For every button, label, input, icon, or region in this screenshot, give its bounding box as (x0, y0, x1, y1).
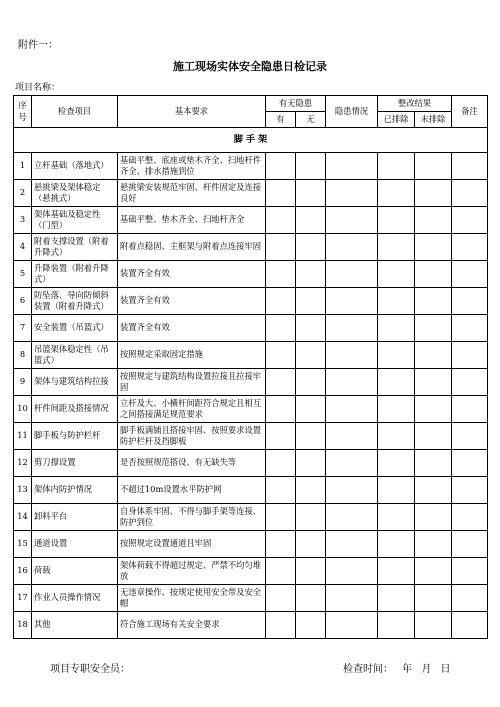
row-remark-cell[interactable] (452, 585, 488, 612)
row-remark-cell[interactable] (452, 612, 488, 639)
row-hazard-no-cell[interactable] (296, 585, 326, 612)
row-situation-cell[interactable] (326, 261, 378, 288)
row-not-done-cell[interactable] (415, 234, 452, 261)
row-requirement: 装置齐全有效 (118, 261, 266, 288)
row-requirement: 立杆及大、小横杆间距符合规定且相互之间搭接满足规范要求 (118, 396, 266, 423)
row-situation-cell[interactable] (326, 369, 378, 396)
row-seq: 18 (14, 612, 32, 639)
row-hazard-no-cell[interactable] (296, 315, 326, 342)
row-hazard-no-cell[interactable] (296, 612, 326, 639)
table-row (14, 396, 488, 423)
row-hazard-no-cell[interactable] (296, 180, 326, 207)
row-hazard-yes-cell[interactable] (266, 477, 296, 504)
row-requirement: 按照规定采取固定措施 (118, 342, 266, 369)
row-hazard-yes-cell[interactable] (266, 180, 296, 207)
row-not-done-cell[interactable] (415, 153, 452, 180)
row-seq: 4 (14, 234, 32, 261)
table-row (14, 450, 488, 477)
row-not-done-cell[interactable] (415, 396, 452, 423)
row-seq: 14 (14, 504, 32, 531)
row-remark-cell[interactable] (452, 423, 488, 450)
row-seq: 11 (14, 423, 32, 450)
row-not-done-cell[interactable] (415, 180, 452, 207)
table-row (14, 531, 488, 558)
row-hazard-yes-cell[interactable] (266, 612, 296, 639)
row-hazard-no-cell[interactable] (296, 450, 326, 477)
row-not-done-cell[interactable] (415, 585, 452, 612)
row-hazard-no-cell[interactable] (296, 531, 326, 558)
row-hazard-no-cell[interactable] (296, 504, 326, 531)
inspection-time-label: 检查时间： 年 月 日 (343, 664, 451, 675)
table-row (14, 558, 488, 585)
row-situation-cell[interactable] (326, 288, 378, 315)
row-remark-cell[interactable] (452, 342, 488, 369)
row-hazard-yes-cell[interactable] (266, 153, 296, 180)
row-remark-cell[interactable] (452, 261, 488, 288)
row-hazard-no-cell[interactable] (296, 369, 326, 396)
row-hazard-yes-cell[interactable] (266, 585, 296, 612)
row-situation-cell[interactable] (326, 585, 378, 612)
row-seq: 12 (14, 450, 32, 477)
row-done-cell[interactable] (378, 612, 415, 639)
row-not-done-cell[interactable] (415, 450, 452, 477)
row-seq: 17 (14, 585, 32, 612)
row-remark-cell[interactable] (452, 450, 488, 477)
row-not-done-cell[interactable] (415, 315, 452, 342)
row-remark-cell[interactable] (452, 504, 488, 531)
row-item: 立杆基础（落地式） (32, 153, 118, 180)
row-situation-cell[interactable] (326, 450, 378, 477)
row-seq: 13 (14, 477, 32, 504)
row-not-done-cell[interactable] (415, 504, 452, 531)
row-done-cell[interactable] (378, 207, 415, 234)
row-hazard-yes-cell[interactable] (266, 531, 296, 558)
row-situation-cell[interactable] (326, 558, 378, 585)
table-row (14, 261, 488, 288)
header-requirement: 基本要求 (118, 96, 266, 128)
row-requirement: 装置齐全有效 (118, 288, 266, 315)
row-hazard-no-cell[interactable] (296, 396, 326, 423)
table-row (14, 504, 488, 531)
row-item: 吊篮架体稳定性（吊篮式） (32, 342, 118, 369)
row-hazard-no-cell[interactable] (296, 153, 326, 180)
row-seq: 16 (14, 558, 32, 585)
row-hazard-yes-cell[interactable] (266, 423, 296, 450)
row-remark-cell[interactable] (452, 234, 488, 261)
row-requirement: 按照规定与建筑结构设置拉接且拉接牢固 (118, 369, 266, 396)
row-situation-cell[interactable] (326, 342, 378, 369)
row-hazard-yes-cell[interactable] (266, 450, 296, 477)
row-hazard-yes-cell[interactable] (266, 234, 296, 261)
header-seq: 序号 (14, 96, 32, 128)
row-requirement: 基础平整、垫木齐全、扫地杆齐全 (118, 207, 266, 234)
row-done-cell[interactable] (378, 369, 415, 396)
table-row (14, 585, 488, 612)
row-hazard-yes-cell[interactable] (266, 369, 296, 396)
row-situation-cell[interactable] (326, 396, 378, 423)
row-requirement: 是否按照规范搭设、有无缺失等 (118, 450, 266, 477)
row-done-cell[interactable] (378, 504, 415, 531)
row-seq: 6 (14, 288, 32, 315)
table-row (14, 207, 488, 234)
row-hazard-yes-cell[interactable] (266, 288, 296, 315)
header-has-hazard: 有无隐患 (266, 96, 326, 112)
row-hazard-yes-cell[interactable] (266, 315, 296, 342)
row-item: 附着支撑设置（附着升降式） (32, 234, 118, 261)
row-remark-cell[interactable] (452, 531, 488, 558)
row-remark-cell[interactable] (452, 369, 488, 396)
row-not-done-cell[interactable] (415, 477, 452, 504)
safety-officer-label: 项目专职安全员： (50, 664, 130, 675)
row-situation-cell[interactable] (326, 315, 378, 342)
row-hazard-yes-cell[interactable] (266, 207, 296, 234)
row-seq: 1 (14, 153, 32, 180)
row-hazard-no-cell[interactable] (296, 288, 326, 315)
row-requirement: 装置齐全有效 (118, 315, 266, 342)
row-item: 架体与建筑结构拉接 (32, 369, 118, 396)
row-requirement: 符合施工现场有关安全要求 (118, 612, 266, 639)
header-item: 检查项目 (32, 96, 118, 128)
row-remark-cell[interactable] (452, 477, 488, 504)
row-seq: 15 (14, 531, 32, 558)
row-done-cell[interactable] (378, 180, 415, 207)
row-done-cell[interactable] (378, 396, 415, 423)
row-not-done-cell[interactable] (415, 288, 452, 315)
row-seq: 3 (14, 207, 32, 234)
row-hazard-no-cell[interactable] (296, 207, 326, 234)
row-hazard-yes-cell[interactable] (266, 261, 296, 288)
row-remark-cell[interactable] (452, 315, 488, 342)
table-row (14, 477, 488, 504)
row-not-done-cell[interactable] (415, 207, 452, 234)
row-requirement: 无违章操作、按规定使用安全带及安全帽 (118, 585, 266, 612)
row-situation-cell[interactable] (326, 423, 378, 450)
row-done-cell[interactable] (378, 450, 415, 477)
row-hazard-no-cell[interactable] (296, 261, 326, 288)
row-requirement: 附着点稳固、主框架与附着点连接牢固 (118, 234, 266, 261)
row-done-cell[interactable] (378, 342, 415, 369)
row-not-done-cell[interactable] (415, 423, 452, 450)
row-done-cell[interactable] (378, 423, 415, 450)
header-rectify: 整改结果 (378, 96, 452, 112)
table-row (14, 612, 488, 639)
row-situation-cell[interactable] (326, 612, 378, 639)
table-row (14, 234, 488, 261)
row-not-done-cell[interactable] (415, 261, 452, 288)
row-item: 防坠落、导向防倾斜装置（附着升降式） (32, 288, 118, 315)
header-remark: 备注 (452, 96, 488, 128)
row-requirement: 按照规定设置通道且牢固 (118, 531, 266, 558)
row-hazard-yes-cell[interactable] (266, 342, 296, 369)
row-hazard-no-cell[interactable] (296, 234, 326, 261)
row-situation-cell[interactable] (326, 504, 378, 531)
row-done-cell[interactable] (378, 558, 415, 585)
row-situation-cell[interactable] (326, 207, 378, 234)
table-row (14, 153, 488, 180)
row-remark-cell[interactable] (452, 180, 488, 207)
annex-label: 附件一： (18, 40, 58, 51)
row-situation-cell[interactable] (326, 477, 378, 504)
table-row (14, 180, 488, 207)
row-requirement: 基础平整、底座或垫木齐全、扫地杆件齐全、排水措施到位 (118, 153, 266, 180)
row-done-cell[interactable] (378, 531, 415, 558)
row-requirement: 不超过10m设置水平防护网 (118, 477, 266, 504)
row-item: 通道设置 (32, 531, 118, 558)
table-row (14, 423, 488, 450)
row-hazard-yes-cell[interactable] (266, 504, 296, 531)
header-done: 已排除 (378, 112, 415, 128)
row-hazard-no-cell[interactable] (296, 423, 326, 450)
row-done-cell[interactable] (378, 153, 415, 180)
row-situation-cell[interactable] (326, 180, 378, 207)
row-seq: 7 (14, 315, 32, 342)
row-item: 杆件间距及搭接情况 (32, 396, 118, 423)
row-hazard-no-cell[interactable] (296, 558, 326, 585)
row-item: 安全装置（吊篮式） (32, 315, 118, 342)
document-title: 施工现场实体安全隐患日检记录 (173, 60, 327, 73)
inspection-table (13, 95, 488, 639)
header-situation: 隐患情况 (326, 96, 378, 128)
row-hazard-no-cell[interactable] (296, 477, 326, 504)
row-seq: 10 (14, 396, 32, 423)
project-name-label: 项目名称： (15, 83, 61, 93)
row-done-cell[interactable] (378, 234, 415, 261)
row-remark-cell[interactable] (452, 396, 488, 423)
row-item: 脚手板与防护栏杆 (32, 423, 118, 450)
row-requirement: 自身体系牢固、不得与脚手架等连接、防护到位 (118, 504, 266, 531)
row-item: 悬挑梁及架体稳定（悬挑式） (32, 180, 118, 207)
row-seq: 5 (14, 261, 32, 288)
row-done-cell[interactable] (378, 261, 415, 288)
row-not-done-cell[interactable] (415, 558, 452, 585)
table-row (14, 369, 488, 396)
row-not-done-cell[interactable] (415, 342, 452, 369)
row-situation-cell[interactable] (326, 153, 378, 180)
row-requirement: 脚手板满铺且搭接牢固、按照要求设置防护栏杆及挡脚板 (118, 423, 266, 450)
table-row (14, 315, 488, 342)
row-item: 其他 (32, 612, 118, 639)
row-item: 卸料平台 (32, 504, 118, 531)
row-not-done-cell[interactable] (415, 612, 452, 639)
row-not-done-cell[interactable] (415, 531, 452, 558)
row-not-done-cell[interactable] (415, 369, 452, 396)
row-hazard-yes-cell[interactable] (266, 558, 296, 585)
row-done-cell[interactable] (378, 477, 415, 504)
row-done-cell[interactable] (378, 288, 415, 315)
table-row (14, 288, 488, 315)
row-situation-cell[interactable] (326, 531, 378, 558)
row-remark-cell[interactable] (452, 153, 488, 180)
row-item: 剪刀撑设置 (32, 450, 118, 477)
row-item: 架体基础及稳定性（门型） (32, 207, 118, 234)
row-remark-cell[interactable] (452, 207, 488, 234)
row-hazard-yes-cell[interactable] (266, 396, 296, 423)
row-requirement: 架体荷载不得超过规定、严禁不均匀堆放 (118, 558, 266, 585)
row-item: 作业人员操作情况 (32, 585, 118, 612)
row-remark-cell[interactable] (452, 558, 488, 585)
section-title: 脚 手 架 (14, 128, 488, 153)
row-done-cell[interactable] (378, 315, 415, 342)
row-remark-cell[interactable] (452, 288, 488, 315)
row-seq: 8 (14, 342, 32, 369)
row-seq: 9 (14, 369, 32, 396)
header-no: 无 (296, 112, 326, 128)
row-item: 升降装置（附着升降式） (32, 261, 118, 288)
row-item: 荷载 (32, 558, 118, 585)
row-done-cell[interactable] (378, 585, 415, 612)
row-situation-cell[interactable] (326, 234, 378, 261)
row-seq: 2 (14, 180, 32, 207)
header-not-done: 未排除 (415, 112, 452, 128)
row-item: 架体内防护情况 (32, 477, 118, 504)
row-hazard-no-cell[interactable] (296, 342, 326, 369)
table-row (14, 342, 488, 369)
row-requirement: 悬挑梁安装规范牢固、杆件固定及连接良好 (118, 180, 266, 207)
header-yes: 有 (266, 112, 296, 128)
